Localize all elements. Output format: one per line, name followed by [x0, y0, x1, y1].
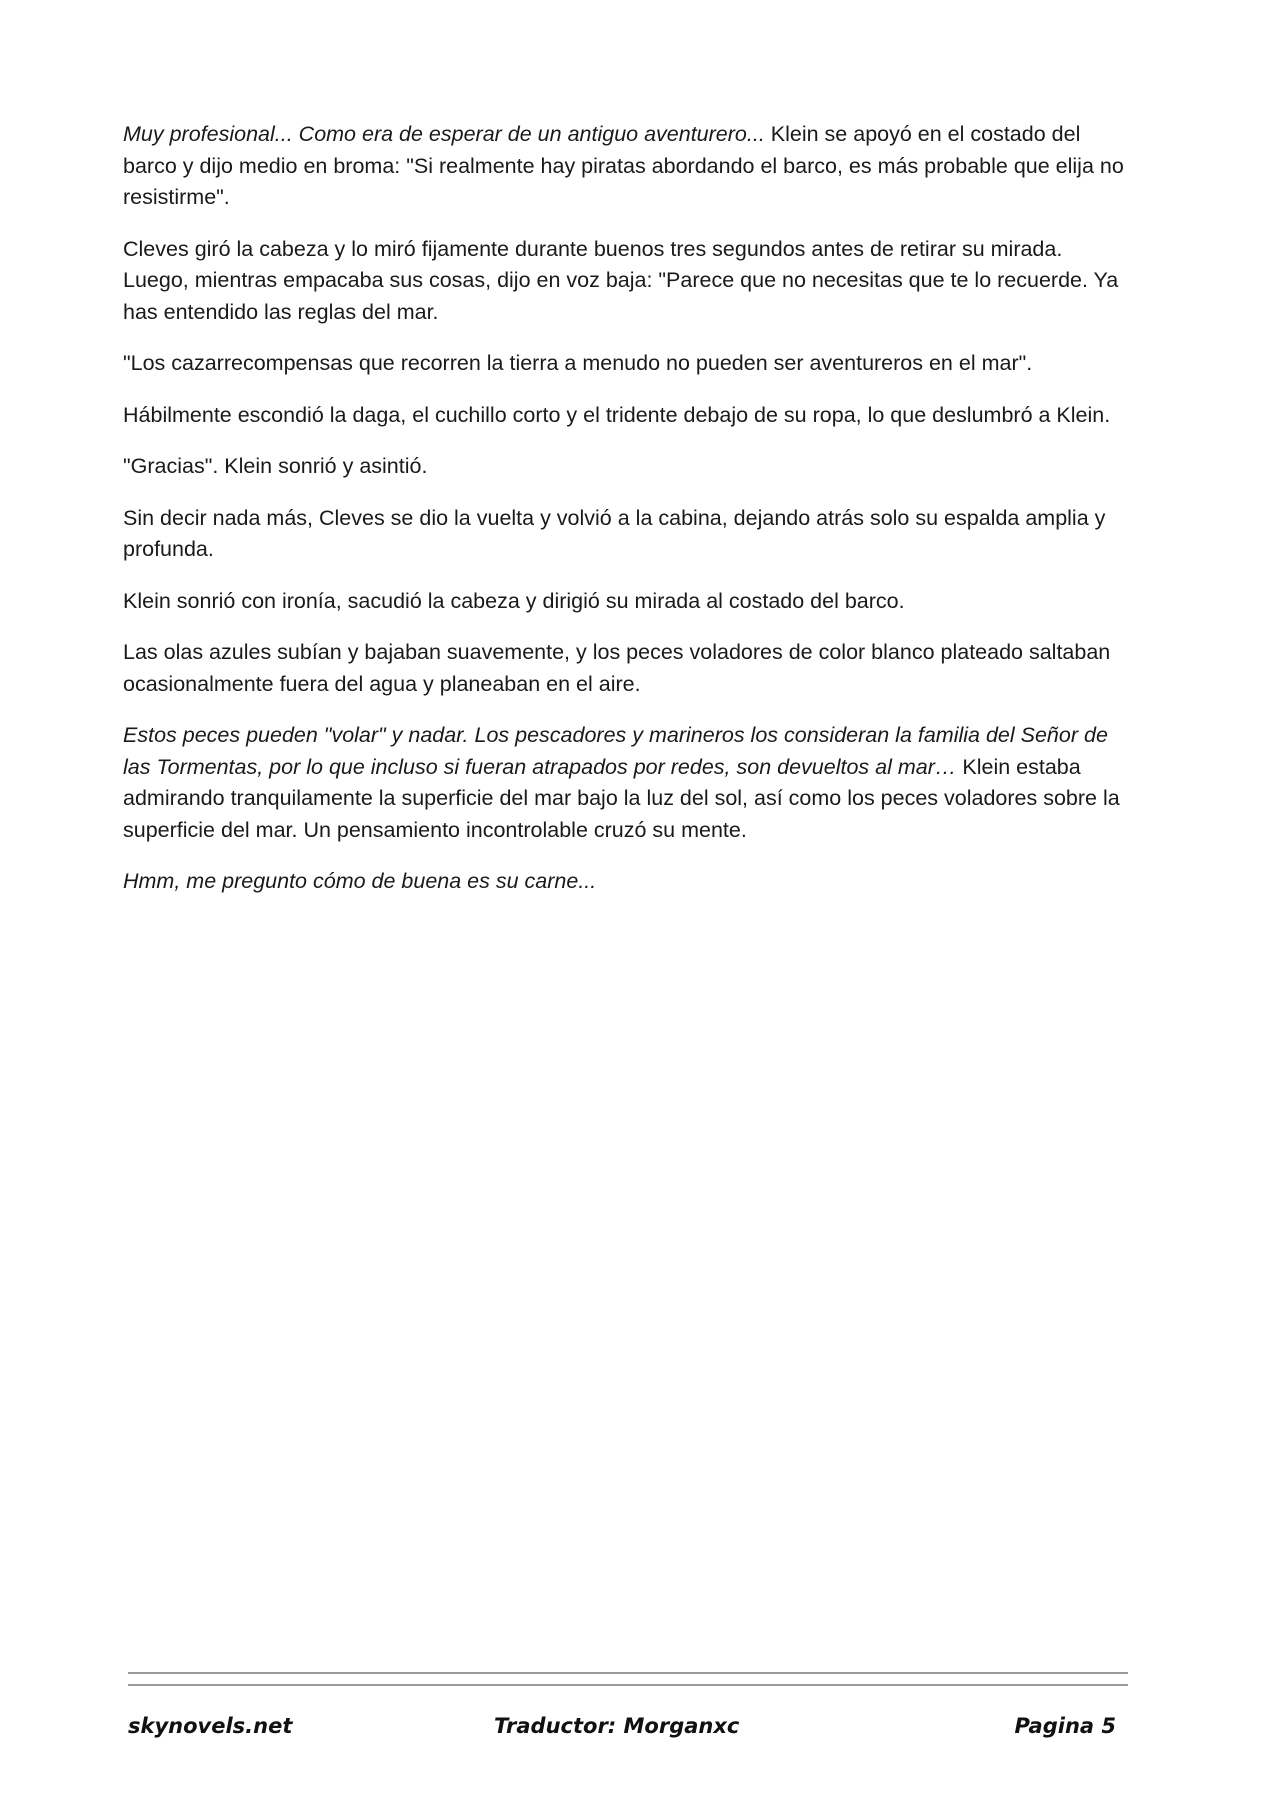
paragraph-9-text: Klein estaba admirando tranquilamente la superficie del mar bajo la luz del sol, así como los peces voladores sobre la superficie del mar. Un pensamiento incontrolable cruzó su mente.: [123, 754, 1120, 842]
paragraph-1-italic: Muy profesional... Como era de esperar de un antiguo aventurero...: [123, 122, 765, 146]
paragraph-4: [123, 400, 1133, 432]
paragraph-8: [123, 637, 1133, 700]
paragraph-2: [123, 234, 1133, 329]
paragraph-5: [123, 451, 1133, 483]
footer-site: skynovels.net: [128, 1714, 293, 1738]
footer-translator: Traductor: Morganxc: [494, 1714, 740, 1738]
paragraph-1-text: Klein se apoyó en el costado del barco y dijo medio en broma: "Si realmente hay piratas abordando el barco, es más probable que elija no resistirme".: [123, 122, 1124, 209]
paragraph-10: [123, 866, 1133, 898]
document-body: [123, 119, 1133, 918]
paragraph-1: [123, 119, 1133, 214]
paragraph-7-text: Klein sonrió con ironía, sacudió la cabeza y dirigió su mirada al costado del barco.: [123, 588, 905, 613]
footer-page-number: Pagina 5: [1014, 1714, 1116, 1738]
paragraph-4-text: Hábilmente escondió la daga, el cuchillo corto y el tridente debajo de su ropa, lo que deslumbró a Klein.: [123, 402, 1111, 427]
paragraph-9-italic: Estos peces pueden "volar" y nadar. Los pescadores y marineros los consideran la familia del Señor de las Tormentas, por lo que incluso si fueran atrapados por redes, son devueltos al mar…: [123, 723, 1108, 779]
paragraph-5-text: "Gracias". Klein sonrió y asintió.: [123, 454, 428, 478]
page-footer: [128, 1714, 1128, 1748]
paragraph-10-italic: Hmm, me pregunto cómo de buena es su carne...: [123, 869, 597, 893]
paragraph-6: [123, 503, 1133, 566]
paragraph-9: [123, 720, 1133, 846]
paragraph-3-text: "Los cazarrecompensas que recorren la tierra a menudo no pueden ser aventureros en el mar".: [123, 351, 1033, 375]
footer-divider-top: [128, 1672, 1128, 1674]
paragraph-2-text: Cleves giró la cabeza y lo miró fijamente durante buenos tres segundos antes de retirar su mirada. Luego, mientras empacaba sus cosas, dijo en voz baja: "Parece que no necesitas que te lo recuerde. Ya has entendido las reglas del mar.: [123, 236, 1119, 324]
paragraph-8-text: Las olas azules subían y bajaban suavemente, y los peces voladores de color blanco plateado saltaban ocasionalmente fuera del agua y planeaban en el aire.: [123, 640, 1111, 696]
footer-divider-bottom: [128, 1684, 1128, 1686]
paragraph-7: [123, 586, 1133, 618]
paragraph-3: [123, 348, 1133, 380]
paragraph-6-text: Sin decir nada más, Cleves se dio la vuelta y volvió a la cabina, dejando atrás solo su espalda amplia y profunda.: [123, 505, 1106, 561]
